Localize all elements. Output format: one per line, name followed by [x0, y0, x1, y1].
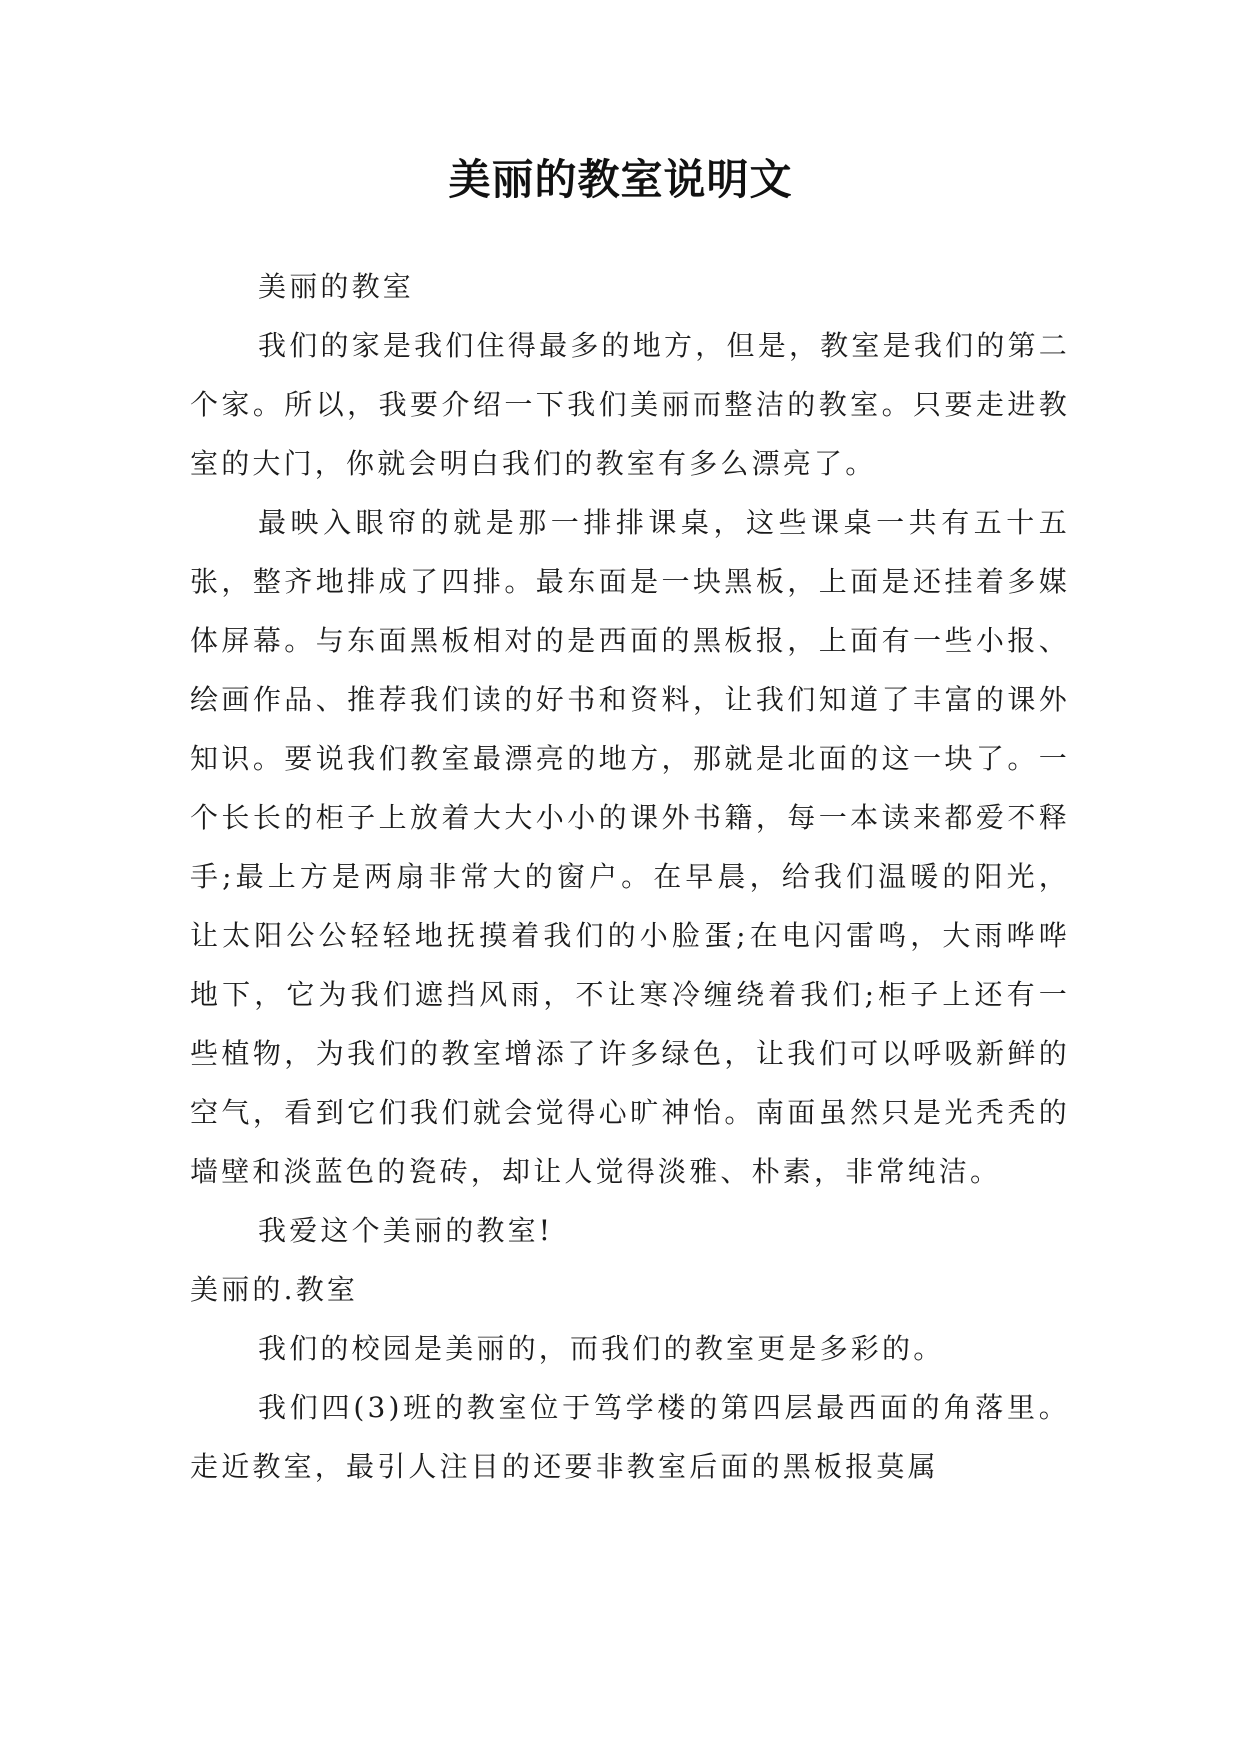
paragraph-subheading-2: 美丽的.教室 — [190, 1273, 359, 1306]
document-body — [190, 257, 1070, 1496]
paragraph-closing: 我爱这个美丽的教室! — [258, 1214, 554, 1247]
paragraph-second-body: 我们四(3)班的教室位于笃学楼的第四层最西面的角落里。走近教室，最引人注目的还要非教室后面的黑板报莫属 — [190, 1391, 1070, 1483]
paragraph-intro: 我们的家是我们住得最多的地方，但是，教室是我们的第二个家。所以，我要介绍一下我们美丽而整洁的教室。只要走进教室的大门，你就会明白我们的教室有多么漂亮了。 — [190, 329, 1070, 480]
paragraph-description: 最映入眼帘的就是那一排排课桌，这些课桌一共有五十五张，整齐地排成了四排。最东面是一块黑板，上面是还挂着多媒体屏幕。与东面黑板相对的是西面的黑板报，上面有一些小报、绘画作品、推荐我们读的好书和资料，让我们知道了丰富的课外知识。要说我们教室最漂亮的地方，那就是北面的这一块了。一个长长的柜子上放着大大小小的课外书籍，每一本读来都爱不释手;最上方是两扇非常大的窗户。在早晨，给我们温暖的阳光，让太阳公公轻轻地抚摸着我们的小脸蛋;在电闪雷鸣，大雨哗哗地下，它为我们遮挡风雨，不让寒冷缠绕着我们;柜子上还有一些植物，为我们的教室增添了许多绿色，让我们可以呼吸新鲜的空气，看到它们我们就会觉得心旷神怡。南面虽然只是光秃秃的墙壁和淡蓝色的瓷砖，却让人觉得淡雅、朴素，非常纯洁。 — [190, 506, 1070, 1188]
document-title: 美丽的教室说明文 — [448, 155, 793, 204]
paragraph-second-intro: 我们的校园是美丽的，而我们的教室更是多彩的。 — [258, 1332, 945, 1365]
paragraph-subheading-1: 美丽的教室 — [258, 270, 415, 303]
